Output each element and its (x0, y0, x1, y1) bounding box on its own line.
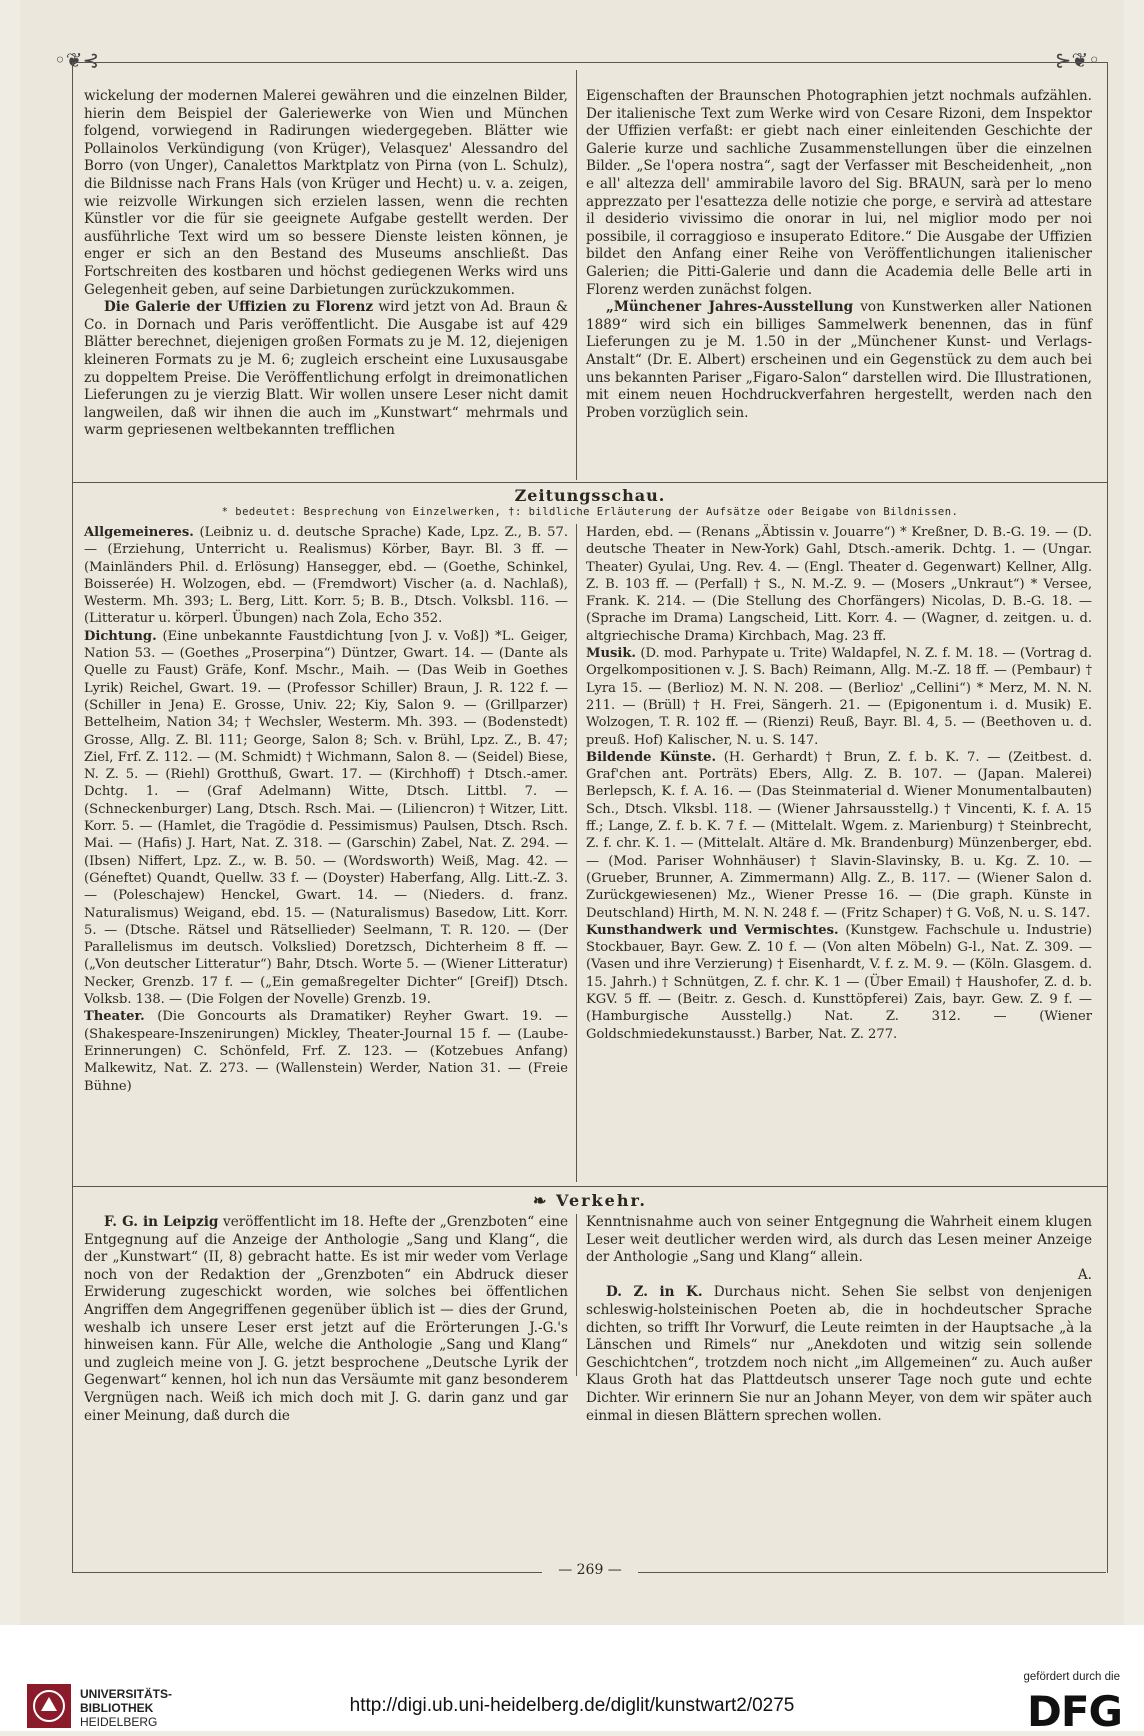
verkehr-right-column (586, 1214, 1092, 1425)
column-divider (576, 70, 577, 480)
verkehr-entry: F. G. in Leipzig veröffentlicht im 18. Hefte der „Grenzboten“ eine Entgegnung auf die Anzeige der Anthologie „Sang und Klang“, die der „Kunstwart“ (II, 8) gebracht hatte. Es ist mir weder vom Verlage noch von der Redaktion der „Grenzboten“ ein Abdruck dieser Erwiderung zugeschickt worden, wie solches bei öffentlichen Angriffen dem Angegriffenen gegenüber üblich ist — dies der Grund, weshalb ich unsere Leser erst jetzt auf die Erörterungen J.-G.'s hinweisen kann. Für Alle, welche die Anthologie „Sang und Klang“ und zugleich meine von J. G. jetzt besprochene „Deutsche Lyrik der Gegenwart“ kennen, hol ich nun das Versäumte mit ganz besonderem Vergnügen nach. Weiß ich mich doch mit J. G. darin ganz und gar einer Meinung, daß durch die (84, 1214, 569, 1424)
correspondent-heading: D. Z. in K. (606, 1284, 703, 1301)
category-heading: Kunsthandwerk und Vermischtes. (586, 922, 839, 938)
footer-bar (0, 1625, 1144, 1736)
category-heading: Dichtung. (84, 628, 157, 644)
ornament-icon: ❧ (533, 1191, 556, 1210)
top-right-column (586, 88, 1092, 422)
category-heading: Allgemeineres. (84, 525, 194, 540)
uffizien-heading: Die Galerie der Uffizien zu Florenz (104, 299, 374, 316)
column-divider (576, 524, 577, 1182)
verkehr-left-column (84, 1214, 568, 1425)
correspondent-heading: F. G. in Leipzig (104, 1214, 219, 1230)
verkehr-entry: D. Z. in K. Durchaus nicht. Sehen Sie selbst von denjenigen schleswig-holsteinischen Poeten ab, die in hochdeutscher Sprache dichten, so trifft Ihr Vorwurf, die Leute reimten in der Hauptsache „à la Länschen und Rimels“ nur „Anekdoten und witzig sein sollende Geschichtchen“, trotzdem noch nicht „im Allgemeinen“ zu. Auch außer Klaus Groth hat das Plattdeutsch unserer Tage noch gute und echte Dichter. Wir erinnern Sie nur an Johann Meyer, von dem wir später auch einmal in diesen Blättern sprechen wollen. (586, 1284, 1093, 1424)
zeitungsschau-entry: Harden, ebd. — (Renans „Äbtissin v. Jouarre“) * Kreßner, D. B.-G. 19. — (D. deutsche Theater in New-York) Gahl, Dtsch.-amerik. Dchtg. 1. — (Ungar. Theater) Gyulai, Ung. Rev. 4. — (Engl. Theater d. Gegenwart) Kellner, Allg. Z. B. 103 ff. — (Perfall) † S., N. M.-Z. 9. — (Mosers „Unkraut“) * Versee, Frank. K. 214. — (Die Stellung des Chorfängers) Nicolas, D. B.-G. 18. — (Sprache im Drama) Langscheid, Litt. Korr. 4. — (Wagner, d. zeitgen. u. d. altgriechische Drama) Kirchbach, Mag. 23 ff. (586, 525, 1092, 644)
zeitungsschau-right-column (586, 524, 1092, 1043)
verkehr-entry: Kenntnisnahme auch von seiner Entgegnung die Wahrheit einem klugen Leser weit deutlicher werden wird, als durch das Lesen meiner Anzeige der Anthologie „Sang und Klang“ allein. (586, 1214, 1092, 1266)
column-divider (576, 1214, 577, 1376)
category-heading: Musik. (586, 646, 636, 662)
zeitungsschau-legend: * bedeutet: Besprechung von Einzelwerken, †: bildliche Erläuterung der Aufsätze oder Beigabe von Bildnissen. (221, 506, 959, 518)
corner-ornament-left: ◦❦⊰ (54, 48, 100, 72)
scanned-page (20, 0, 1124, 1625)
source-url-link[interactable]: http://digi.ub.uni-heidelberg.de/diglit/kunstwart2/0275 (349, 1695, 795, 1716)
zeitungsschau-entry: Dichtung. (Eine unbekannte Faustdichtung [von J. v. Voß]) *L. Geiger, Nation 53. — (Goethes „Proserpina“) Düntzer, Gwart. 14. — (Dante als Quelle zu Faust) Gräfe, Konf. Mschr., Maih. — (Das Weib in Goethes Lyrik) Reichel, Gwart. 19. — (Professor Schiller) Braun, J. R. 122 f. — (Schiller in Jena) E. Grosse, Univ. 22; Kiy, Salon 9. — (Grillparzer) Bettelheim, Nation 34; † Wechsler, Westerm. Mh. 393. — (Bodenstedt) Grosse, Allg. Z. Bl. 111; George, Salon 8; Sch. v. Brühl, Lpz. Z., B. 47; Ziel, Frf. Z. 112. — (M. Schmidt) † Wichmann, Salon 8. — (Seidel) Biese, N. Z. 5. — (Riehl) Grotthuß, Gwart. 17. — (Kirchhoff) † Dtsch.-amer. Dchtg. 1. — (Graf Adelmann) Witte, Dtsch. Littbl. 7. — (Schneckenburger) Lang, Dtsch. Rsch. Mai. — (Liliencron) † Witzer, Litt. Korr. 5. — (Hamlet, die Tragödie d. Pessimismus) Paulsen, Dtsch. Rsch. Mai. — (Hafis) J. Hart, Nat. Z. 318. — (Garschin) Zabel, Nat. Z. 294. — (Ibsen) Niffert, Lpz. Z., w. B. 50. — (Wordsworth) Weiß, Mag. 42. — (Géneftet) Quandt, Quellw. 33 f. — (Doyster) Haberfang, Allg. Litt.-Z. 3. — (Poleschajew) Henckel, Gwart. 14. — (Nieders. d. franz. Naturalismus) Weigand, ebd. 15. — (Naturalismus) Basedow, Litt. Korr. 5. — (Dtsche. Rätsel und Rätsellieder) Seelmann, T. R. 120. — (Der Parallelismus im deutsch. Volkslied) Doretzsch, Dichterheim 8 ff. — („Von deutscher Litteratur“) Bahr, Dtsch. Worte 5. — (Wiener Litteratur) Necker, Grenzb. 17 f. — („Ein gemaßregelter Dichter“ [Greif]) Dtsch. Volksb. 138. — (Die Folgen der Novelle) Grenzb. 19. (84, 628, 568, 1008)
zeitungsschau-entry: Allgemeineres. (Leibniz u. d. deutsche Sprache) Kade, Lpz. Z., B. 57. — (Erziehung, Unterricht u. Realismus) Körber, Bayr. Bl. 3 ff. — (Mainländers Phil. d. Erlösung) Hansegger, ebd. — (Goethe, Schinkel, Boisserée) H. Wolzogen, ebd. — (Fremdwort) Vischer (a. d. Nachlaß), Westerm. Mh. 393; L. Berg, Litt. Korr. 5; B. B., Dtsch. Volksbl. 116. — (Litteratur u. körperl. Übungen) nach Zola, Echo 352. (84, 525, 568, 627)
corner-ornament-right: ⊱❦◦ (1054, 48, 1100, 72)
zeitungsschau-title: Zeitungsschau. (514, 486, 666, 505)
article-paragraph: Eigenschaften der Braunschen Photographien jetzt nochmals aufzählen. Der italienische Text zum Werke wird von Cesare Rizoni, dem Inspektor der Uffizien verfaßt: er giebt nach einer einleitenden Geschichte der Galerie kurze und sachliche Zusammenstellungen über die einzelnen Bilder. „Se l'opera nostra“, sagt der Verfasser mit Bescheidenheit, „non e all' altezza dell' ammirabile lavoro del Sig. BRAUN, sarà per lo meno apprezzato per l'esattezza delle notizie che porge, e servirà ad attestare il desiderio vivissimo die onorar in lui, nel miglior modo per noi possibile, il corraggioso e insuperato Editore.“ Die Ausgabe der Uffizien bildet den Anfang einer Reihe von Veröffentlichungen italienischer Galerien; die Pitti-Galerie und dann die Academia delle Belle arti in Florenz werden zunächst folgen. (586, 88, 1092, 298)
zeitungsschau-entry: Theater. (Die Goncourts als Dramatiker) Reyher Gwart. 19. — (Shakespeare-Inszenirungen) Mickley, Theater-Journal 15 f. — (Laube-Erinnerungen) C. Schönfeld, Frf. Z. 123. — (Kotzebues Anfang) Malkewitz, Nat. Z. 273. — (Wallenstein) Werder, Nation 31. — (Freie Bühne) (84, 1009, 568, 1094)
uffizien-paragraph: Die Galerie der Uffizien zu Florenz wird jetzt von Ad. Braun & Co. in Dornach und Paris veröffentlicht. Die Ausgabe ist auf 429 Blätter berechnet, diejenigen großen Formats zu je M. 12, diejenigen kleineren Formats zu je M. 6; zugleich erscheint eine Luxusausgabe zu doppeltem Preise. Die Veröffentlichung erfolgt in dreimonatlichen Lieferungen zu je vierzig Blatt. Wir wollen unsere Leser nicht damit langweilen, daß wir ihnen die auch im „Kunstwart“ mehrmals und warm gepriesenen weltbekannten trefflichen (84, 299, 568, 439)
top-left-column (84, 88, 568, 440)
zeitungsschau-entry: Bildende Künste. (H. Gerhardt) † Brun, Z. f. b. K. 7. — (Zeitbest. d. Graf'chen ant. Porträts) Ebers, Allg. Z. B. 107. — (Japan. Malerei) Berlepsch, K. f. A. 16. — (Das Steinmaterial d. Wiener Monumentalbauten) Sch., Dtsch. Vlksbl. 118. — (Wiener Jahrsausstellg.) † Vincenti, K. f. A. 15 ff.; Lange, Z. f. b. K. 7 f. — (Mittelalt. Wgem. z. Marienburg) † Steinbrecht, Z. f. chr. K. 1. — (Mittelalt. Altäre d. Mk. Brandenburg) Münzenberger, ebd. — (Mod. Pariser Wohnhäuser) † Slavin-Slavinsky, B. u. Kg. Z. 10. — (Grueber, Brunner, A. Zimmermann) Allg. Z., B. 117. — (Wiener Salon d. Zurückgewiesenen) Mz., Wiener Presse 16. — (Die graph. Künste in Deutschland) Hirth, M. N. N. 248 f. — (Fritz Schaper) † G. Voß, N. u. S. 147. (586, 749, 1092, 921)
zeitungsschau-entry: Musik. (D. mod. Parhypate u. Trite) Waldapfel, N. Z. f. M. 18. — (Vortrag d. Orgelkompositionen v. J. S. Bach) Reimann, Allg. M.-Z. 18 ff. — (Pembaur) † Lyra 15. — (Berlioz) M. N. N. 208. — (Berlioz' „Cellini“) * Merz, M. N. N. 211. — (Brüll) † H. Frei, Sängerh. 21. — (Epigonentum i. d. Musik) E. Wolzogen, T. R. 102 ff. — (Rienzi) Reuß, Bayr. Bl. 4, 5. — (Beethoven u. d. preuß. Hof) Kalischer, N. u. S. 147. (586, 646, 1092, 748)
article-paragraph: wickelung der modernen Malerei gewähren und die einzelnen Bilder, hierin dem Beispiel der Galeriewerke von Wien und München folgend, vorwiegend in Radirungen wiedergegeben. Blätter wie Pollainolos Verkündigung (von Krüger), Velasquez' Alessandro del Borro (von Unger), Canalettos Marktplatz von Pirna (von L. Schulz), die Bildnisse nach Frans Hals (von Krüger und Hecht) u. v. a. zeigen, wie reizvolle Wirkungen sich erzielen lassen, wenn die rechten Künstler vor die für sie geeignete Aufgabe gestellt werden. Der ausführliche Text wird um so bessere Dienste leisten können, je enger er sich an den Bestand des Museums anschließt. Das Fortschreiten des kostbaren und höchst gediegenen Werks wird uns Gelegenheit geben, auf seine Darbietungen zurückzukommen. (84, 88, 568, 298)
signature: A. (1077, 1266, 1092, 1283)
zeitungsschau-entry: Kunsthandwerk und Vermischtes. (Kunstgew. Fachschule u. Industrie) Stockbauer, Bayr. Gew. Z. 10 f. — (Von alten Möbeln) G-l., Nat. Z. 309. — (Vasen und ihre Verzierung) † Eisenhardt, V. f. z. M. 9. — (Köln. Glasgem. d. 15. Jahrh.) † Schnütgen, Z. f. chr. K. 1 — (Über Email) † Haushofer, Z. d. b. KGV. 5 ff. — (Beitr. z. Gesch. d. Kunsttöpferei) Zais, bayr. Gew. Z. 9 f. — (Hamburgische Ausstellg.) Nat. Z. 312. — (Wiener Goldschmiedekunstausst.) Barber, Nat. Z. 277. (586, 922, 1092, 1042)
footer-rule-right (638, 1572, 1106, 1573)
category-heading: Bildende Künste. (586, 749, 717, 765)
category-heading: Theater. (84, 1009, 145, 1025)
page-number: — 269 — (558, 1562, 622, 1578)
zeitungsschau-left-column (84, 524, 568, 1095)
dfg-logo[interactable]: DFG (1026, 1687, 1122, 1736)
verkehr-title: ❧ Verkehr. (533, 1191, 647, 1210)
library-name[interactable]: UNIVERSITÄTS- BIBLIOTHEK HEIDELBERG (80, 1687, 173, 1729)
section-rule (72, 1186, 1108, 1187)
muenchen-heading: „Münchener Jahres-Ausstellung (606, 299, 854, 316)
section-rule (72, 482, 1108, 483)
funding-note: gefördert durch die (1023, 1671, 1120, 1683)
muenchen-paragraph: „Münchener Jahres-Ausstellung von Kunstwerken aller Nationen 1889“ wird sich ein billiges Sammelwerk benennen, das in fünf Lieferungen zu je M. 1.50 in der „Münchener Kunst- und Verlags-Anstalt“ (Dr. E. Albert) erscheinen und ein Gegenstück zu dem auch bei uns bekannten Pariser „Figaro-Salon“ darstellen wird. Die Illustrationen, mit einem neuen Hochdruckverfahren hergestellt, werden nach den Proben vorzüglich sein. (586, 299, 1092, 421)
